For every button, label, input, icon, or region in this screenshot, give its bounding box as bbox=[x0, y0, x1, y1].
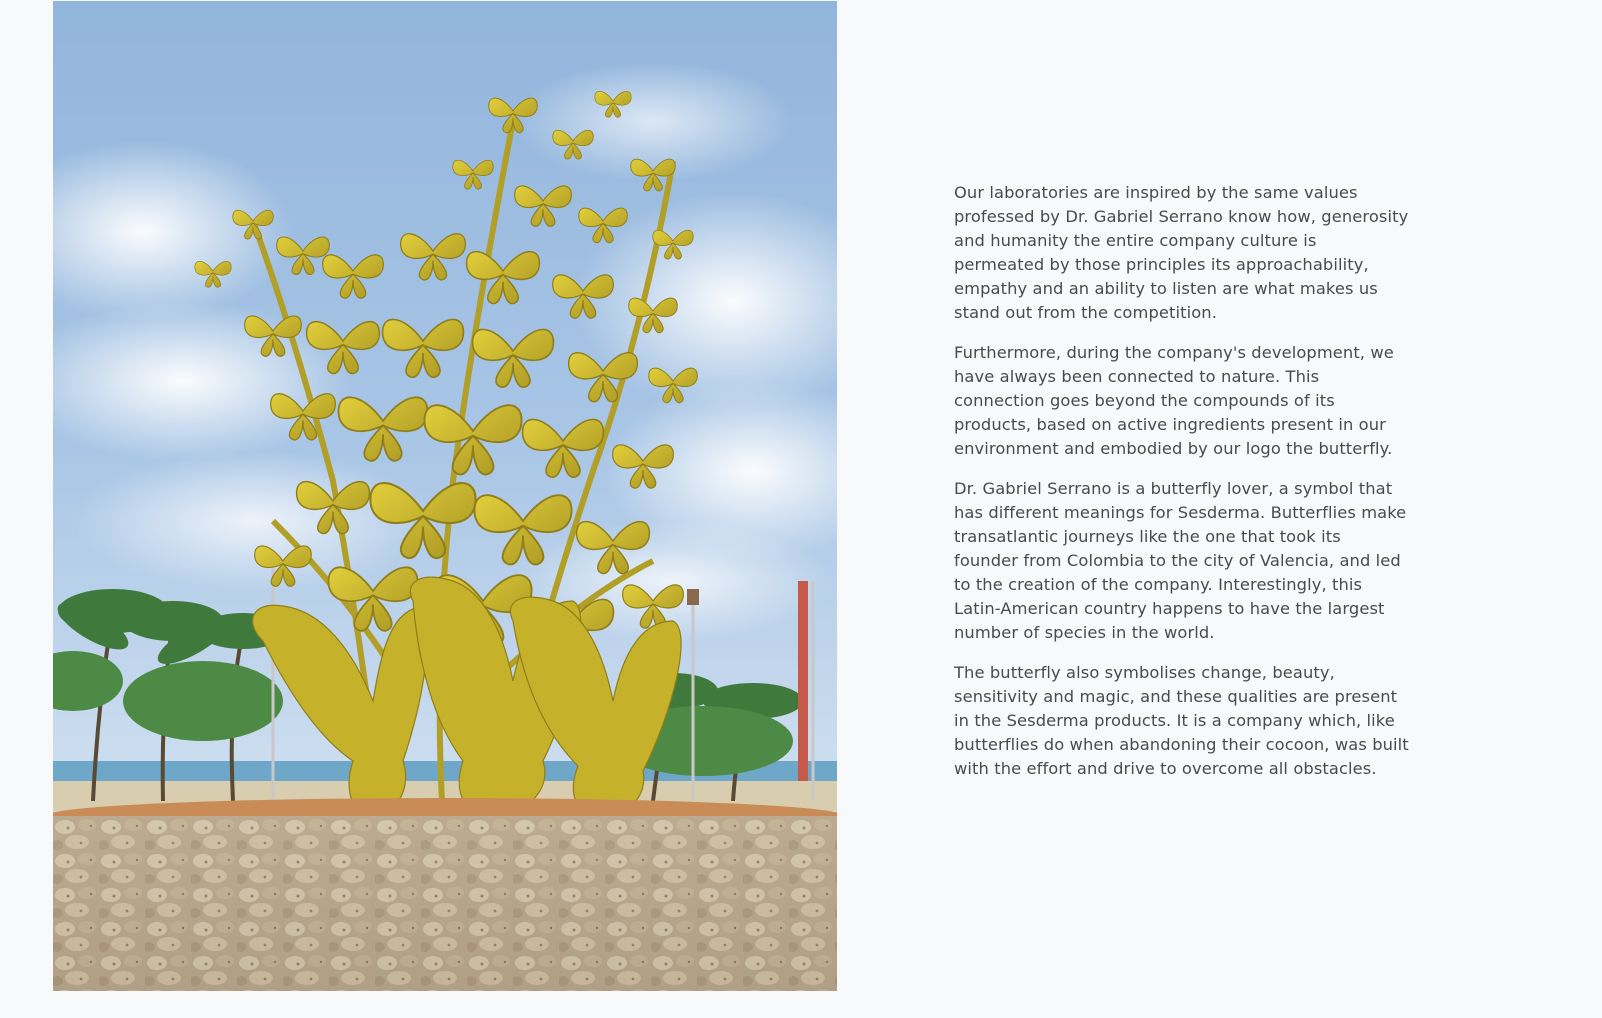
paragraph-founder: Dr. Gabriel Serrano is a butterfly lover, a symbol that has different meanings for Sesderma. Butterflies make transatlantic journeys like the one that took its founder from Colombia to the city of Valencia, and led to the creation of the company. Interestingly, this Latin-American country happens to have the largest number of species in the world. bbox=[954, 479, 1407, 642]
paragraph-nature: Furthermore, during the company's development, we have always been connected to nature. This connection goes beyond the compounds of its products, based on active ingredients present in our environment and embodied by our logo the butterfly. bbox=[954, 343, 1394, 458]
about-text bbox=[954, 181, 1410, 797]
paragraph-values: Our laboratories are inspired by the same values professed by Dr. Gabriel Serrano know how, generosity and humanity the entire company culture is permeated by those principles its approachability, empathy and an ability to listen are what makes us stand out from the competition. bbox=[954, 183, 1409, 322]
butterfly-sculpture-image bbox=[53, 1, 837, 991]
paragraph-symbolism: The butterfly also symbolises change, beauty, sensitivity and magic, and these qualities are present in the Sesderma products. It is a company which, like butterflies do when abandoning their cocoon, was built with the effort and drive to overcome all obstacles. bbox=[954, 663, 1409, 778]
